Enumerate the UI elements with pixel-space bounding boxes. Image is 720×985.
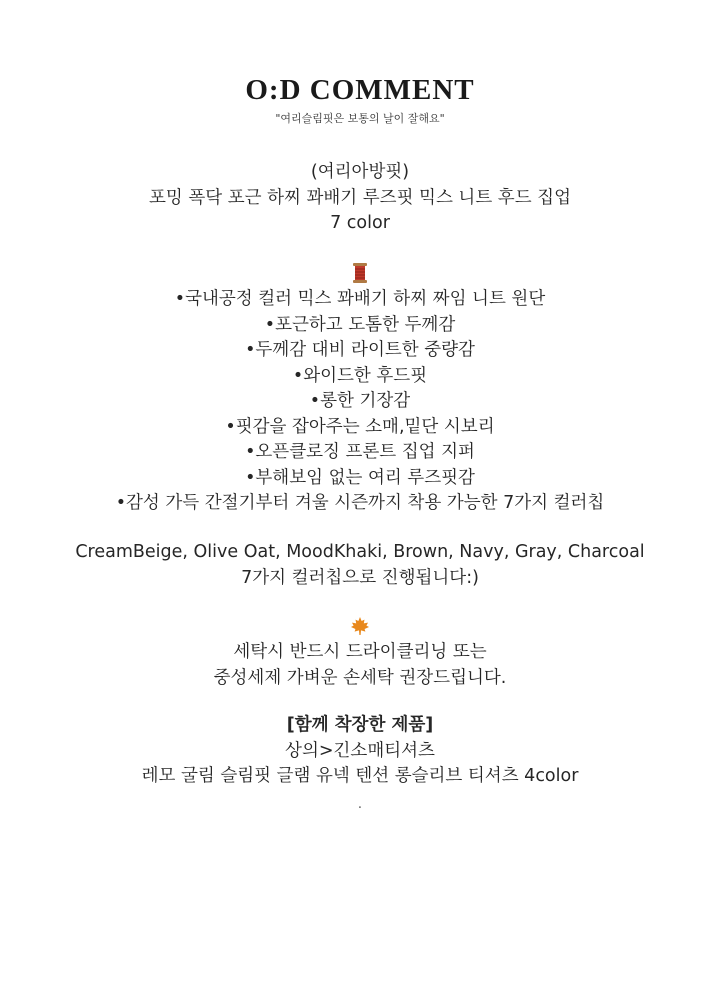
care-instructions	[0, 640, 720, 691]
page-title: O:D COMMENT	[245, 74, 475, 106]
thread-spool-icon	[351, 262, 369, 284]
list-item: •롱한 기장감	[309, 391, 411, 411]
list-item: •오픈클로징 프론트 집업 지퍼	[245, 442, 475, 462]
list-item: •핏감을 잡아주는 소매,밑단 시보리	[225, 416, 495, 437]
list-item: •국내공정 컬러 믹스 꽈배기 하찌 짜임 니트 원단	[174, 289, 546, 309]
product-name-line: 포밍 폭닥 포근 하찌 꽈배기 루즈핏 믹스 니트 후드 집업	[149, 187, 571, 208]
footer-dot: .	[357, 797, 363, 812]
product-intro	[0, 160, 720, 237]
page-subtitle: "여리슬림핏은 보통의 날이 잘해요"	[275, 112, 445, 125]
color-list: CreamBeige, Olive Oat, MoodKhaki, Brown, Navy, Gray, Charcoal	[75, 542, 645, 562]
color-info	[0, 540, 720, 591]
worn-with-product: 레모 굴림 슬림핏 글램 유넥 텐션 롱슬리브 티셔츠 4color	[141, 766, 579, 786]
list-item: •감성 가득 간절기부터 겨울 시즌까지 착용 가능한 7가지 컬러칩	[115, 493, 605, 513]
feature-list	[0, 287, 720, 517]
list-item: •부해보임 없는 여리 루즈핏감	[245, 467, 475, 488]
worn-with-section	[0, 713, 720, 790]
maple-leaf-icon	[350, 616, 370, 636]
care-line: 세탁시 반드시 드라이클리닝 또는	[233, 642, 487, 662]
list-item: •두께감 대비 라이트한 중량감	[245, 340, 475, 360]
worn-with-heading: [함께 착장한 제품]	[286, 715, 434, 735]
care-line: 중성세제 가벼운 손세탁 권장드립니다.	[213, 667, 507, 688]
list-item: •와이드한 후드핏	[292, 365, 428, 386]
worn-with-category: 상의>긴소매티셔츠	[285, 740, 435, 761]
fit-type-line: (여리아방핏)	[310, 162, 410, 182]
color-count-line: 7 color	[330, 213, 390, 233]
list-item: •포근하고 도톰한 두께감	[264, 314, 456, 335]
color-note: 7가지 컬러칩으로 진행됩니다:)	[241, 567, 479, 588]
